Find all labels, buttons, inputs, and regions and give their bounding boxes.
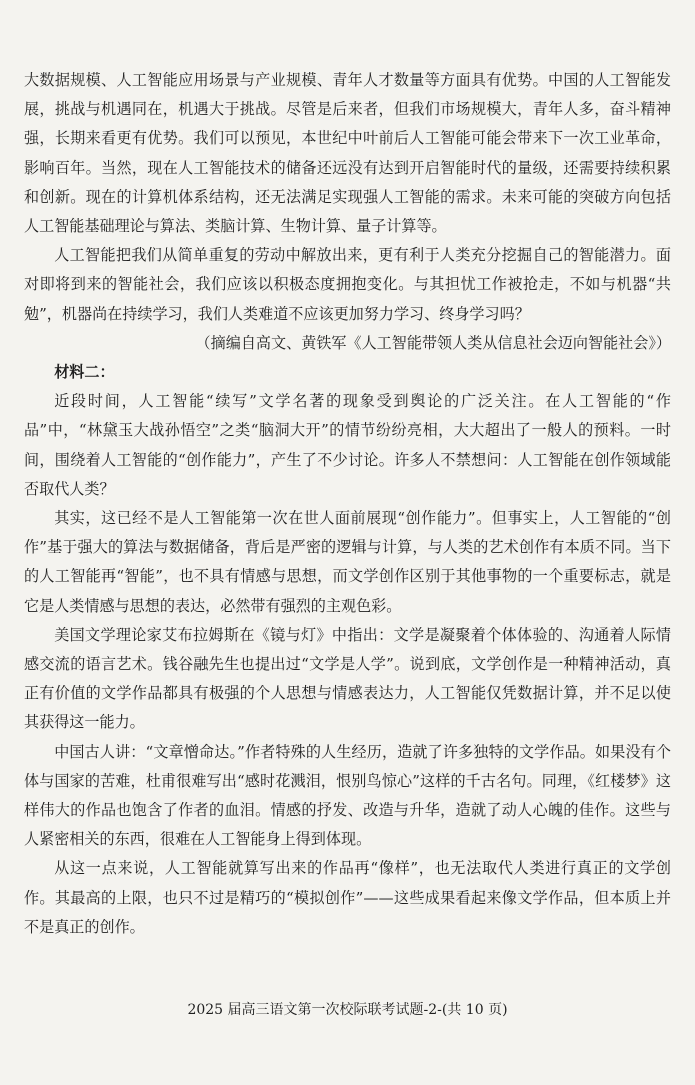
paragraph: 从这一点来说，人工智能就算写出来的作品再“像样”，也无法取代人类进行真正的文学创作。其最高的上限，也只不过是精巧的“模拟创作”——这些成果看起来像文学作品，但本质上并不是真正的创作。 [24, 859, 671, 936]
paragraph: 人工智能把我们从简单重复的劳动中解放出来，更有利于人类充分挖掘自己的智能潜力。面对即将到来的智能社会，我们应该以积极态度拥抱变化。与其担忧工作被抢走，不如与机器“共勉”，机器尚在持续学习，我们人类难道不应该更加努力学习、终身学习吗？ [24, 246, 671, 323]
paragraph: 其实，这已经不是人工智能第一次在世人面前展现“创作能力”。但事实上，人工智能的“创作”基于强大的算法与数据储备，背后是严密的逻辑与计算，与人类的艺术创作有本质不同。当下的人工智能再“智能”，也不具有情感与思想，而文学创作区别于其他事物的一个重要标志，就是它是人类情感与思想的表达，必然带有强烈的主观色彩。 [24, 509, 671, 615]
paragraph: 近段时间，人工智能“续写”文学名著的现象受到舆论的广泛关注。在人工智能的“作品”中，“林黛玉大战孙悟空”之类“脑洞大开”的情节纷纷亮相，大大超出了一般人的预料。一时间，围绕着人工智能的“创作能力”，产生了不少讨论。许多人不禁想问：人工智能在创作领域能否取代人类？ [24, 392, 671, 498]
paragraph: 美国文学理论家艾布拉姆斯在《镜与灯》中指出：文学是凝聚着个体体验的、沟通着人际情感交流的语言艺术。钱谷融先生也提出过“文学是人学”。说到底，文学创作是一种精神活动，真正有价值的文学作品都具有极强的个人思想与情感表达力，人工智能仅凭数据计算，并不足以使其获得这一能力。 [24, 625, 671, 732]
section-heading: 材料二： [54, 363, 115, 382]
document-body [24, 66, 671, 942]
page-footer: 2025 届高三语文第一次校际联考试题-2-(共 10 页) [187, 1002, 508, 1018]
paragraph: 中国古人讲：“文章憎命达。”作者特殊的人生经历，造就了许多独特的文学作品。如果没有个体与国家的苦难，杜甫很难写出“感时花溅泪，恨别鸟惊心”这样的千古名句。同理，《红楼梦》这样伟大的作品也饱含了作者的血泪。情感的抒发、改造与升华，造就了动人心魄的佳作。这些与人紧密相关的东西，很难在人工智能身上得到体现。 [24, 742, 671, 849]
source-citation: （摘编自高文、黄铁军《人工智能带领人类从信息社会迈向智能社会》） [195, 333, 671, 352]
paragraph-continued: 大数据规模、人工智能应用场景与产业规模、青年人才数量等方面具有优势。中国的人工智能发展，挑战与机遇同在，机遇大于挑战。尽管是后来者，但我们市场规模大，青年人多，奋斗精神强，长期来看更有优势。我们可以预见，本世纪中叶前后人工智能可能会带来下一次工业革命，影响百年。当然，现在人工智能技术的储备还远没有达到开启智能时代的量级，还需要持续积累和创新。现在的计算机体系结构，还无法满足实现强人工智能的需求。未来可能的突破方向包括人工智能基础理论与算法、类脑计算、生物计算、量子计算等。 [24, 71, 671, 236]
